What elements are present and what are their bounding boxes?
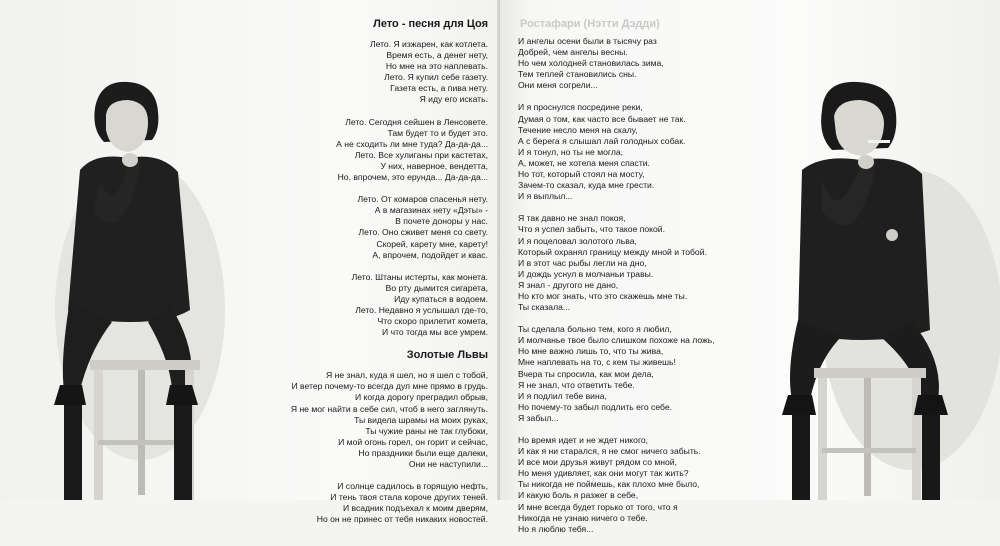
lyric-line: Я не мог найти в себе сил, чтоб в него заглянуть. <box>290 403 488 414</box>
lyric-line: И я подлил тебе вина, <box>518 390 607 401</box>
stanza <box>228 272 488 339</box>
lyric-line: Ты никогда не поймешь, как плохо мне было, <box>518 479 700 490</box>
lyric-line: Но, впрочем, это ерунда... Да-да-да... <box>337 172 488 183</box>
stanza <box>518 102 758 202</box>
photo-seated-man-left <box>20 60 240 500</box>
lyric-line: Они меня согрели... <box>518 80 598 91</box>
right-page <box>500 0 1000 534</box>
lyric-line: Лето. Я купил себе газету. <box>384 72 488 83</box>
lyric-line: Я не знал, что ответить тебе. <box>518 379 635 390</box>
lyric-line: Добрей, чем ангелы весны. <box>518 47 628 58</box>
lyric-line: Тем теплей становились сны. <box>518 69 637 80</box>
lyric-line: И что тогда мы все умрем. <box>382 327 488 338</box>
lyric-line: И какую боль я разжег в себе, <box>518 490 639 501</box>
lyric-line: Думая о том, как часто все бывает не так. <box>518 113 686 124</box>
lyric-line: А, может, не хотела меня спасти. <box>518 157 650 168</box>
stanza <box>228 117 488 184</box>
lyric-line: Иду купаться в водоем. <box>394 293 488 304</box>
show-through-title: Ростафари (Нэтти Дэдди) <box>520 18 660 30</box>
lyric-line: Но тот, который стоял на мосту, <box>518 169 645 180</box>
stanza <box>228 194 488 261</box>
song-title-zolotye-lvy: Золотые Львы <box>406 349 488 362</box>
lyric-line: И тень твоя стала короче других теней. <box>330 492 488 503</box>
lyric-line: Лето. Недавно я услышал где-то, <box>355 304 488 315</box>
stanza <box>518 36 758 91</box>
lyric-line: Ты сказала... <box>518 302 571 313</box>
lyric-line: Я иду его искать. <box>419 94 488 105</box>
lyric-line: Но меня удивляет, как они могут так жить? <box>518 468 689 479</box>
stanza <box>518 213 758 313</box>
stanza <box>228 481 488 525</box>
lyric-line: И я проснулся посредине реки, <box>518 102 643 113</box>
lyric-line: И когда дорогу преградил обрыв, <box>354 392 488 403</box>
stanza <box>518 435 758 535</box>
lyric-line: Никогда не узнаю ничего о тебе. <box>518 512 648 523</box>
stanza <box>228 370 488 470</box>
lyric-line: И все мои друзья живут рядом со мной, <box>518 457 677 468</box>
lyric-line: Лето. Все хулиганы при кастетах, <box>354 149 488 160</box>
lyric-line: Я не знал, куда я шел, но я шел с тобой, <box>326 370 488 381</box>
lyric-line: Мне наплевать на то, с кем ты живешь! <box>518 357 676 368</box>
lyric-line: И солнце садилось в горящую нефть, <box>337 481 488 492</box>
lyric-line: Ты видела шрамы на моих руках, <box>354 414 488 425</box>
lyric-line: Что скоро прилетит комета, <box>377 316 488 327</box>
song-title-leto: Лето - песня для Цоя <box>373 18 488 30</box>
lyric-line: В почете доноры у нас. <box>395 216 488 227</box>
lyric-line: Но он не принес от тебя никаких новостей. <box>316 514 488 525</box>
lyric-line: И в этот час рыбы легли на дно, <box>518 257 647 268</box>
lyric-line: И я поцеловал золотого льва, <box>518 235 637 246</box>
lyric-line: Лето. Оно сживет меня со свету. <box>358 227 488 238</box>
lyric-line: Но мне важно лишь то, что ты жива, <box>518 346 664 357</box>
lyric-line: И дождь уснул в молчаньи травы. <box>518 268 654 279</box>
lyrics-column-left <box>228 14 488 536</box>
lyric-line: А с берега я слышал лай голодных собак. <box>518 135 686 146</box>
lyric-line: А в магазинах нету «Дэты» - <box>374 205 488 216</box>
lyric-line: Ты чужие раны не так глубоки, <box>365 425 488 436</box>
lyric-line: Но почему-то забыл подлить его себе. <box>518 401 673 412</box>
lyric-line: Газета есть, а пива нету. <box>390 83 488 94</box>
lyric-line: Лето. Я изжарен, как котлета. <box>369 39 488 49</box>
lyric-line: Вчера ты спросила, как мои дела, <box>518 368 654 379</box>
lyric-line: И я выплыл... <box>518 191 573 202</box>
lyric-line: И я тонул, но ты не могла, <box>518 146 624 157</box>
lyric-line: Лето. Сегодня сейшен в Ленсовете. <box>345 116 488 127</box>
lyric-line: Во рту дымится сигарета, <box>385 282 488 293</box>
lyric-line: Но мне на это наплевать. <box>385 61 488 72</box>
lyric-line: Но чем холодней становилась зима, <box>518 58 664 69</box>
lyric-line: Зачем-то сказал, куда мне грести. <box>518 180 655 191</box>
lyric-line: Лето. От комаров спасенья нету. <box>357 194 488 205</box>
lyric-line: И мой огонь горел, он горит и сейчас, <box>338 436 488 447</box>
photo-seated-man-right <box>762 70 1000 500</box>
lyrics-column-right <box>518 36 758 546</box>
lyric-line: И молчанье твое было слишком похоже на ложь, <box>518 335 715 346</box>
stanza <box>228 39 488 106</box>
lyric-line: Но праздники были еще далеки, <box>358 447 488 458</box>
lyric-line: Течение несло меня на скалу, <box>518 124 638 135</box>
lyric-line: Но время идет и не ждет никого, <box>518 435 649 445</box>
lyric-line: Но я люблю тебя... <box>518 523 594 534</box>
lyric-line: Там будет то и будет это. <box>387 127 488 138</box>
left-page <box>0 0 500 525</box>
lyric-line: У них, наверное, вендетта, <box>380 160 488 171</box>
lyric-line: Они не наступили... <box>408 459 488 469</box>
lyric-line: И всадник подъехал к моим дверям, <box>342 503 488 514</box>
lyric-line: И мне всегда будет горько от того, что я <box>518 501 678 512</box>
lyric-line: Который охранял границу между мной и тобой. <box>518 246 707 257</box>
lyric-line: И как я ни старался, я не смог ничего забыть. <box>518 446 701 457</box>
stanza <box>518 324 758 424</box>
lyric-line: Но кто мог знать, что это скажешь мне ты. <box>518 290 688 301</box>
lyric-line: А, впрочем, подойдет и квас. <box>372 249 488 260</box>
lyric-line: И ангелы осени были в тысячу раз <box>518 36 657 46</box>
lyric-line: Ты сделала больно тем, кого я любил, <box>518 324 672 335</box>
lyric-line: Я забыл... <box>518 412 559 423</box>
lyric-line: А не сходить ли мне туда? Да-да-да... <box>336 138 488 149</box>
lyric-line: Скорей, карету мне, карету! <box>376 238 488 249</box>
lyric-line: Что я успел забыть, что такое покой. <box>518 224 665 235</box>
lyric-line: Я знал - другого не дано, <box>518 279 619 290</box>
lyric-line: И ветер почему-то всегда дул мне прямо в грудь. <box>291 381 488 392</box>
lyric-line: Время есть, а денег нету, <box>386 50 488 61</box>
lyric-line: Лето. Штаны истерты, как монета. <box>351 271 488 282</box>
lyric-line: Я так давно не знал покоя, <box>518 213 626 224</box>
